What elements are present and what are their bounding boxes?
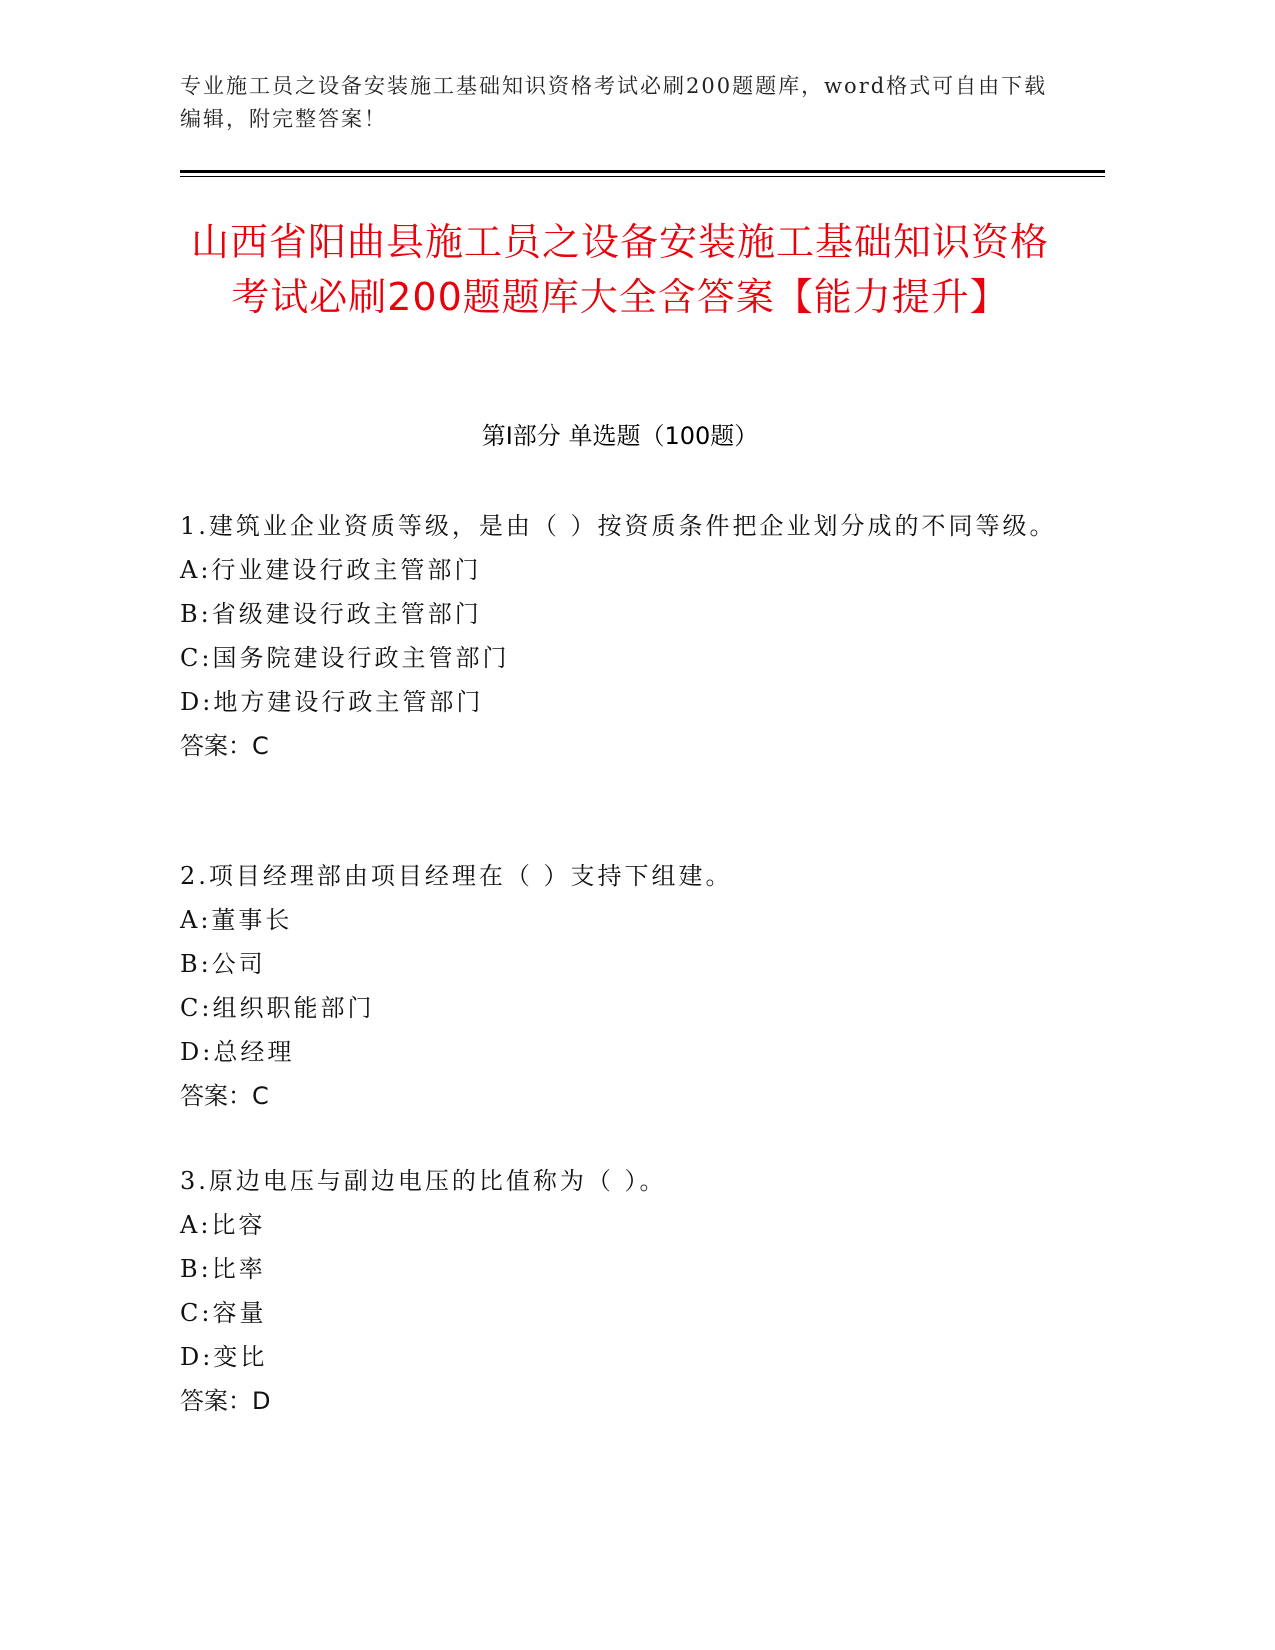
section-heading: 第I部分 单选题（100题） <box>481 422 759 450</box>
answer: 答案：C <box>180 732 269 760</box>
question-2 <box>180 855 1060 1118</box>
question-1 <box>180 505 1060 768</box>
option-b: B:省级建设行政主管部门 <box>180 600 482 628</box>
answer: 答案：C <box>180 1082 269 1110</box>
document-title: 山西省阳曲县施工员之设备安装施工基础知识资格考试必刷200题题库大全含答案【能力提升】 <box>190 220 1049 319</box>
option-a: A:比容 <box>180 1211 266 1239</box>
question-stem: 1.建筑业企业资质等级，是由（ ）按资质条件把企业划分成的不同等级。 <box>180 512 1057 540</box>
option-c: C:国务院建设行政主管部门 <box>180 644 510 672</box>
header-rule-thick <box>180 170 1105 173</box>
option-c: C:组织职能部门 <box>180 994 375 1022</box>
option-c: C:容量 <box>180 1299 267 1327</box>
question-stem: 2.项目经理部由项目经理在（ ）支持下组建。 <box>180 862 733 890</box>
question-3 <box>180 1160 1060 1423</box>
option-d: D:变比 <box>180 1343 268 1371</box>
option-a: A:董事长 <box>180 906 293 934</box>
option-a: A:行业建设行政主管部门 <box>180 556 482 584</box>
option-d: D:地方建设行政主管部门 <box>180 688 484 716</box>
header-rule-thin <box>180 176 1105 177</box>
page-header: 专业施工员之设备安装施工基础知识资格考试必刷200题题库，word格式可自由下载编辑，附完整答案！ <box>180 74 1048 131</box>
answer: 答案：D <box>180 1387 271 1415</box>
option-d: D:总经理 <box>180 1038 295 1066</box>
question-stem: 3.原边电压与副边电压的比值称为（ ）。 <box>180 1167 667 1195</box>
option-b: B:公司 <box>180 950 266 978</box>
option-b: B:比率 <box>180 1255 266 1283</box>
